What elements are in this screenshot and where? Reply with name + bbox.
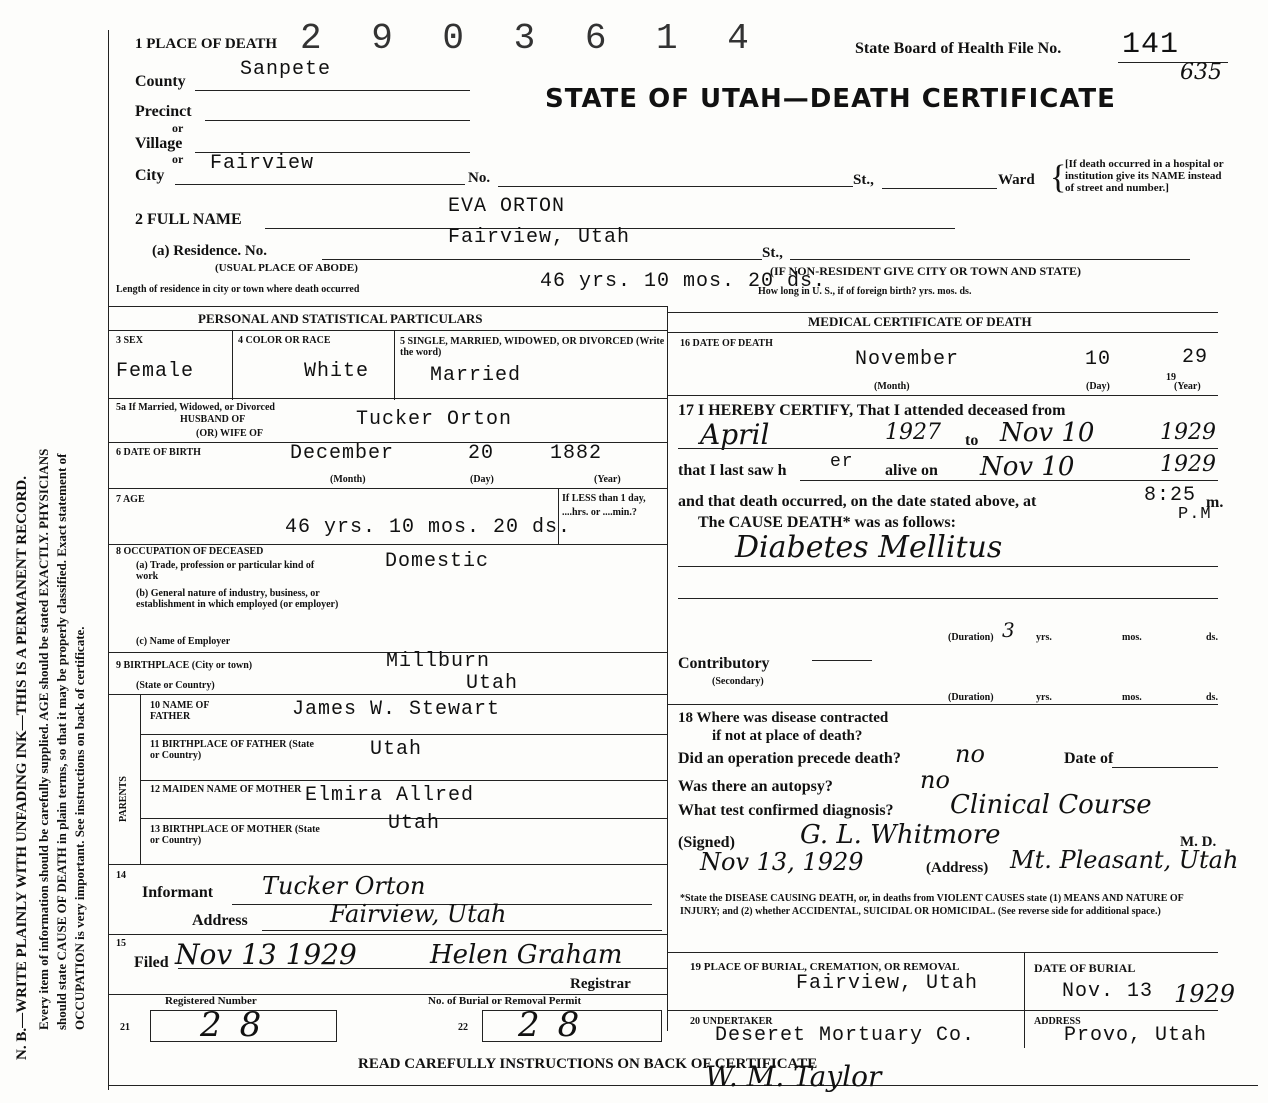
footnote: *State the DISEASE CAUSING DEATH, or, in deaths from VIOLENT CAUSES state (1) MEANS AND NATURE OF INJURY; and (2) whether ACCIDENTAL, SUICIDAL OR HOMICIDAL. (See reverse side for additional space.) [680,893,1184,917]
contributory-dash [812,660,872,661]
side-note-line1: N. B.—WRITE PLAINLY WITH UNFADING INK—THIS IS A PERMANENT RECORD. [14,476,30,1060]
burial-permit-label: No. of Burial or Removal Permit [428,995,582,1007]
operation-label: Did an operation precede death? [678,750,901,767]
attended-line [678,448,1218,449]
street-line [882,188,997,189]
color-divider [394,330,395,400]
occupation-b: (b) General nature of industry, business, or establishment in which employed (or employer) [136,588,339,610]
date-of-death-year: 29 [1182,346,1209,369]
cause-line-2 [678,598,1218,599]
attended-from: April [700,418,770,451]
precinct-line [205,120,470,121]
father-bp-value: Utah [370,738,423,761]
file-no-value: 141 [1122,28,1180,62]
if-not-label: if not at place of death? [712,728,863,744]
spouse-label-3: (OR) WIFE OF [196,428,264,439]
signed-value: G. L. Whitmore [800,820,1001,850]
dob-month-caption: (Month) [330,474,366,485]
mother-bp-value: Utah [388,812,441,835]
color-value: White [304,360,370,383]
registered-number-label: Registered Number [165,995,257,1007]
last-saw-date: Nov 10 [980,452,1075,482]
instructions-footer: READ CAREFULLY INSTRUCTIONS ON BACK OF CERTIFICATE [358,1056,818,1072]
filed-label: Filed [134,954,169,971]
death-time-pm: P.M [1178,505,1212,524]
undertaker-label: 20 UNDERTAKER [690,1016,773,1027]
contributory-label: Contributory [678,655,770,672]
burial-place-value: Fairview, Utah [796,972,979,995]
alive-on-label: alive on [885,462,938,479]
last-saw-text: that I last saw h [678,462,787,479]
spouse-label-2: HUSBAND OF [180,414,246,425]
last-saw-er: er [830,452,854,472]
date-of-death-label: 16 DATE OF DEATH [680,338,773,349]
father-bp-label: 11 BIRTHPLACE OF FATHER (State or Country) [150,739,314,761]
mother-bp-label: 13 BIRTHPLACE OF MOTHER (State or Country) [150,824,320,846]
birthplace-state-label: (State or Country) [136,680,215,691]
footer-signature: W. M. Taylor [705,1060,882,1093]
row-line-1 [108,398,668,399]
undertaker-address-label: ADDRESS [1034,1016,1081,1027]
autopsy-label: Was there an autopsy? [678,778,833,795]
birthplace-city: Millburn [386,650,491,673]
medical-row-line-2 [668,704,1218,705]
duration2-mos: mos. [1122,692,1142,703]
burial-place-label: 19 PLACE OF BURIAL, CREMATION, OR REMOVAL [690,961,960,973]
medical-header-line [668,332,1218,333]
address-line [262,930,662,931]
medical-top-line [668,312,1218,313]
city-value: Fairview [210,152,315,175]
death-time: 8:25 [1144,484,1197,507]
village-label: Village [135,135,183,152]
duration2-yrs: yrs. [1036,692,1052,703]
date-of-death-day: 10 [1085,348,1112,371]
duration-yrs: yrs. [1036,632,1052,643]
county-line [195,90,470,91]
signed-label: (Signed) [678,834,735,851]
occupation-value: Domestic [385,550,490,573]
full-name-value: EVA ORTON [448,195,566,218]
certify-text: 17 I HEREBY CERTIFY, That I attended deceased from [678,402,1066,419]
dob-day-caption: (Day) [470,474,494,485]
age-divider [558,488,559,544]
brace-icon: { [1050,159,1067,196]
file-no-extra: 635 [1180,60,1222,85]
color-label: 4 COLOR OR RACE [238,335,331,346]
or-2: or [172,152,184,166]
burial-permit-value: 28 [518,1005,598,1045]
md-label: M. D. [1180,834,1217,850]
length-label: Length of residence in city or town where death occurred [116,284,360,295]
father-value: James W. Stewart [292,698,501,721]
operation-date-label: Date of [1064,750,1114,767]
test-value: Clinical Course [950,790,1152,820]
occupation-c: (c) Name of Employer [136,636,231,647]
burial-date-value: Nov. 13 [1062,980,1154,1003]
place-of-death-label: 1 PLACE OF DEATH [135,36,278,52]
attended-to: Nov 10 [1000,418,1095,448]
birthplace-label: 9 BIRTHPLACE (City or town) [116,660,253,671]
operation-date-line [1112,767,1218,768]
row-line-11 [108,934,668,935]
age-label: 7 AGE [116,494,145,505]
attended-from-year: 1927 [885,420,941,445]
side-note-line4: OCCUPATION is very important. See instructions on back of certificate. [72,626,87,1030]
row-line-10 [108,864,668,865]
address-label: Address [192,912,248,929]
physician-address-value: Mt. Pleasant, Utah [1010,846,1239,874]
row-line-7 [140,734,668,735]
occupation-a: (a) Trade, profession or particular kind of work [136,560,315,582]
duration-mos: mos. [1122,632,1142,643]
filed-line [178,968,668,969]
certificate-title: STATE OF UTAH—DEATH CERTIFICATE [545,84,1116,114]
informant-value: Tucker Orton [262,872,426,900]
personal-header: PERSONAL AND STATISTICAL PARTICULARS [198,311,483,326]
secondary-label: (Secondary) [712,676,764,687]
birthplace-value: Utah [466,672,519,695]
how-long-note: How long in U. S., if of foreign birth? yrs. mos. ds. [758,286,972,297]
serial-number: 2 9 0 3 6 1 4 [300,18,763,59]
address-value: Fairview, Utah [330,900,507,928]
burial-permit-index: 22 [458,1022,468,1033]
row-line-8 [140,780,668,781]
center-divider [667,306,668,1031]
nonresident-note: (IF NON-RESIDENT GIVE CITY OR TOWN AND STATE) [770,264,1082,278]
signed-date: Nov 13, 1929 [700,848,864,876]
cause-line-1 [678,566,1218,567]
burial-date-label: DATE OF BURIAL [1034,961,1136,975]
medical-header: MEDICAL CERTIFICATE OF DEATH [808,314,1032,329]
bottom-border [108,1085,1258,1086]
filed-signature: Helen Graham [430,940,623,970]
file-no-label: State Board of Health File No. [855,40,1062,57]
physician-address-label: (Address) [926,860,989,876]
last-saw-line [800,480,1218,481]
burial-row-line [668,1010,1218,1011]
occupation-label: 8 OCCUPATION OF DECEASED [116,546,264,557]
dob-day: 20 [468,442,495,465]
dob-year: 1882 [550,442,603,465]
residence-line [322,259,762,260]
last-saw-year: 1929 [1160,452,1216,477]
filed-value: Nov 13 1929 [175,938,357,971]
test-label: What test confirmed diagnosis? [678,802,894,819]
full-name-label: 2 FULL NAME [135,211,242,228]
informant-number: 14 [116,870,126,881]
side-note-line2: Every item of information should be carefully supplied. AGE should be stated EXACTLY. PHYSICIANS [36,448,51,1030]
cause-text: The CAUSE DEATH* was as follows: [698,514,956,531]
city-label: City [135,167,165,184]
medical-bottom-line [668,952,1218,953]
county-value: Sanpete [240,58,332,81]
no-label: No. [468,170,491,186]
attended-to-label: to [965,432,979,449]
date-of-death-year-prefix: 19 [1166,372,1176,383]
residence-label: (a) Residence. No. [152,243,267,259]
undertaker-value: Deseret Mortuary Co. [715,1024,976,1047]
row-line-6 [108,694,668,695]
registered-number-value: 28 [200,1005,280,1045]
or-1: or [172,121,184,135]
cause-value: Diabetes Mellitus [735,530,1003,565]
mother-label: 12 MAIDEN NAME OF MOTHER [150,784,302,795]
county-label: County [135,73,186,90]
medical-row-line-1 [668,395,1218,396]
no-line [498,186,853,187]
operation-value: no [955,740,985,768]
sex-divider [232,330,233,400]
city-line [175,184,465,185]
death-time-suffix: m. [1206,494,1224,511]
where-contracted-label: 18 Where was disease contracted [678,710,889,726]
row-line-3 [108,488,668,489]
dob-label: 6 DATE OF BIRTH [116,447,201,458]
mother-value: Elmira Allred [305,784,475,807]
spouse-label-1: 5a If Married, Widowed, or Divorced [116,402,275,413]
dob-month: December [290,442,395,465]
sex-label: 3 SEX [116,335,143,346]
street-label: St., [853,172,874,188]
length-value: 46 yrs. 10 mos. 20 ds. [540,270,827,293]
death-year-caption: (Year) [1174,381,1201,392]
registrar-label: Registrar [570,976,631,992]
marital-label: 5 SINGLE, MARRIED, WIDOWED, OR DIVORCED (Write the word) [400,336,665,358]
autopsy-value: no [920,766,950,794]
registered-number-index: 21 [120,1022,130,1033]
residence-value: Fairview, Utah [448,226,631,249]
informant-label: Informant [142,884,214,901]
precinct-label: Precinct [135,103,192,120]
side-note-line3: should state CAUSE OF DEATH in plain terms, so that it may be properly classified. Exact statement of [54,453,69,1030]
duration2-label: (Duration) [948,692,994,703]
row-line-4 [108,544,668,545]
duration-ds: ds. [1206,632,1218,643]
dob-year-caption: (Year) [594,474,621,485]
spouse-value: Tucker Orton [356,408,513,431]
ward-label: Ward [998,172,1035,188]
residence-st-label: St., [762,245,783,261]
date-of-death-month: November [855,348,960,371]
duration-value: 3 [1002,618,1015,642]
personal-top-line [108,306,668,307]
duration2-ds: ds. [1206,692,1218,703]
residence-st-line [790,259,1190,260]
personal-header-line [108,330,668,331]
undertaker-address-value: Provo, Utah [1064,1024,1208,1047]
burial-date-year: 1929 [1174,980,1236,1008]
parents-label: PARENTS [118,776,129,822]
sex-value: Female [116,360,195,383]
less-than-note: If LESS than 1 day, ....hrs. or ....min.? [562,493,646,518]
filed-number: 15 [116,938,126,949]
usual-place-note: (USUAL PLACE OF ABODE) [215,262,358,274]
death-month-caption: (Month) [874,381,910,392]
occurred-text: and that death occurred, on the date stated above, at [678,493,1037,510]
left-border [108,30,109,1090]
parents-divider [140,694,141,864]
attended-to-year: 1929 [1160,420,1216,445]
marital-value: Married [430,364,522,387]
father-label: 10 NAME OF FATHER [150,700,210,722]
hospital-note: [If death occurred in a hospital or institution give its NAME instead of street and number.] [1065,158,1224,194]
burial-divider [1024,952,1025,1048]
duration-label: (Duration) [948,632,994,643]
death-day-caption: (Day) [1086,381,1110,392]
age-value: 46 yrs. 10 mos. 20 ds. [285,516,572,539]
